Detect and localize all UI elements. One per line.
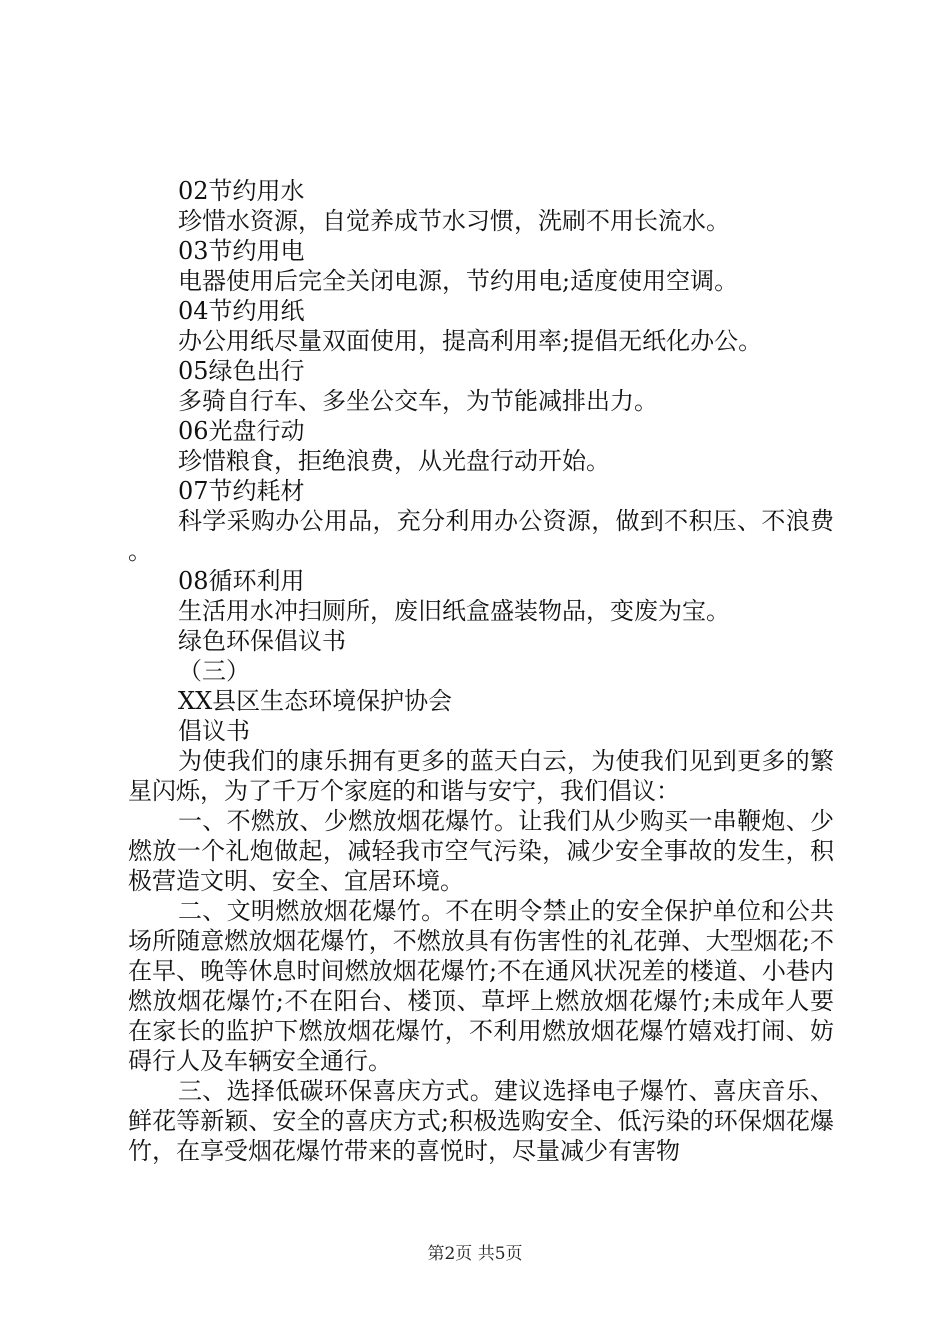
proposal-heading: 倡议书 xyxy=(178,717,250,745)
part-number: （三） xyxy=(178,657,250,685)
section-text-06: 珍惜粮食，拒绝浪费，从光盘行动开始。 xyxy=(178,447,610,475)
section-text-04: 办公用纸尽量双面使用，提高利用率;提倡无纸化办公。 xyxy=(178,327,763,355)
section-heading-06: 06光盘行动 xyxy=(178,417,305,445)
proposal-item-3: 三、选择低碳环保喜庆方式。建议选择电子爆竹、喜庆音乐、鲜花等新颖、安全的喜庆方式;积极选购安全、低污染的环保烟花爆竹，在享受烟花爆竹带来的喜悦时，尽量减少有害物 xyxy=(128,1077,834,1165)
proposal-item-2: 二、文明燃放烟花爆竹。不在明令禁止的安全保护单位和公共场所随意燃放烟花爆竹，不燃放具有伤害性的礼花弹、大型烟花;不在早、晚等休息时间燃放烟花爆竹;不在通风状况差的楼道、小巷内燃放烟花爆竹;不在阳台、楼顶、草坪上燃放烟花爆竹;未成年人要在家长的监护下燃放烟花爆竹，不利用燃放烟花爆竹嬉戏打闹、妨碍行人及车辆安全通行。 xyxy=(128,897,834,1075)
organization-name: XX县区生态环境保护协会 xyxy=(178,687,453,715)
proposal-intro: 为使我们的康乐拥有更多的蓝天白云，为使我们见到更多的繁星闪烁，为了千万个家庭的和谐与安宁，我们倡议： xyxy=(128,747,834,805)
section-heading-08: 08循环利用 xyxy=(178,567,305,595)
proposal-item-1: 一、不燃放、少燃放烟花爆竹。让我们从少购买一串鞭炮、少燃放一个礼炮做起，减轻我市空气污染，减少安全事故的发生，积极营造文明、安全、宜居环境。 xyxy=(128,807,834,895)
document-body xyxy=(128,176,834,1166)
document-title: 绿色环保倡议书 xyxy=(178,627,346,655)
section-heading-07: 07节约耗材 xyxy=(178,477,305,505)
section-text-03: 电器使用后完全关闭电源，节约用电;适度使用空调。 xyxy=(178,267,739,295)
section-text-08: 生活用水冲扫厕所，废旧纸盒盛装物品，变废为宝。 xyxy=(178,597,730,625)
section-heading-04: 04节约用纸 xyxy=(178,297,305,325)
section-text-07: 科学采购办公用品，充分利用办公资源，做到不积压、不浪费。 xyxy=(128,507,834,565)
section-text-02: 珍惜水资源，自觉养成节水习惯，洗刷不用长流水。 xyxy=(178,207,730,235)
section-text-05: 多骑自行车、多坐公交车，为节能减排出力。 xyxy=(178,387,658,415)
section-heading-03: 03节约用电 xyxy=(178,237,305,265)
section-heading-05: 05绿色出行 xyxy=(178,357,305,385)
page-number-footer: 第2页 共5页 xyxy=(427,1244,523,1264)
section-heading-02: 02节约用水 xyxy=(178,177,305,205)
